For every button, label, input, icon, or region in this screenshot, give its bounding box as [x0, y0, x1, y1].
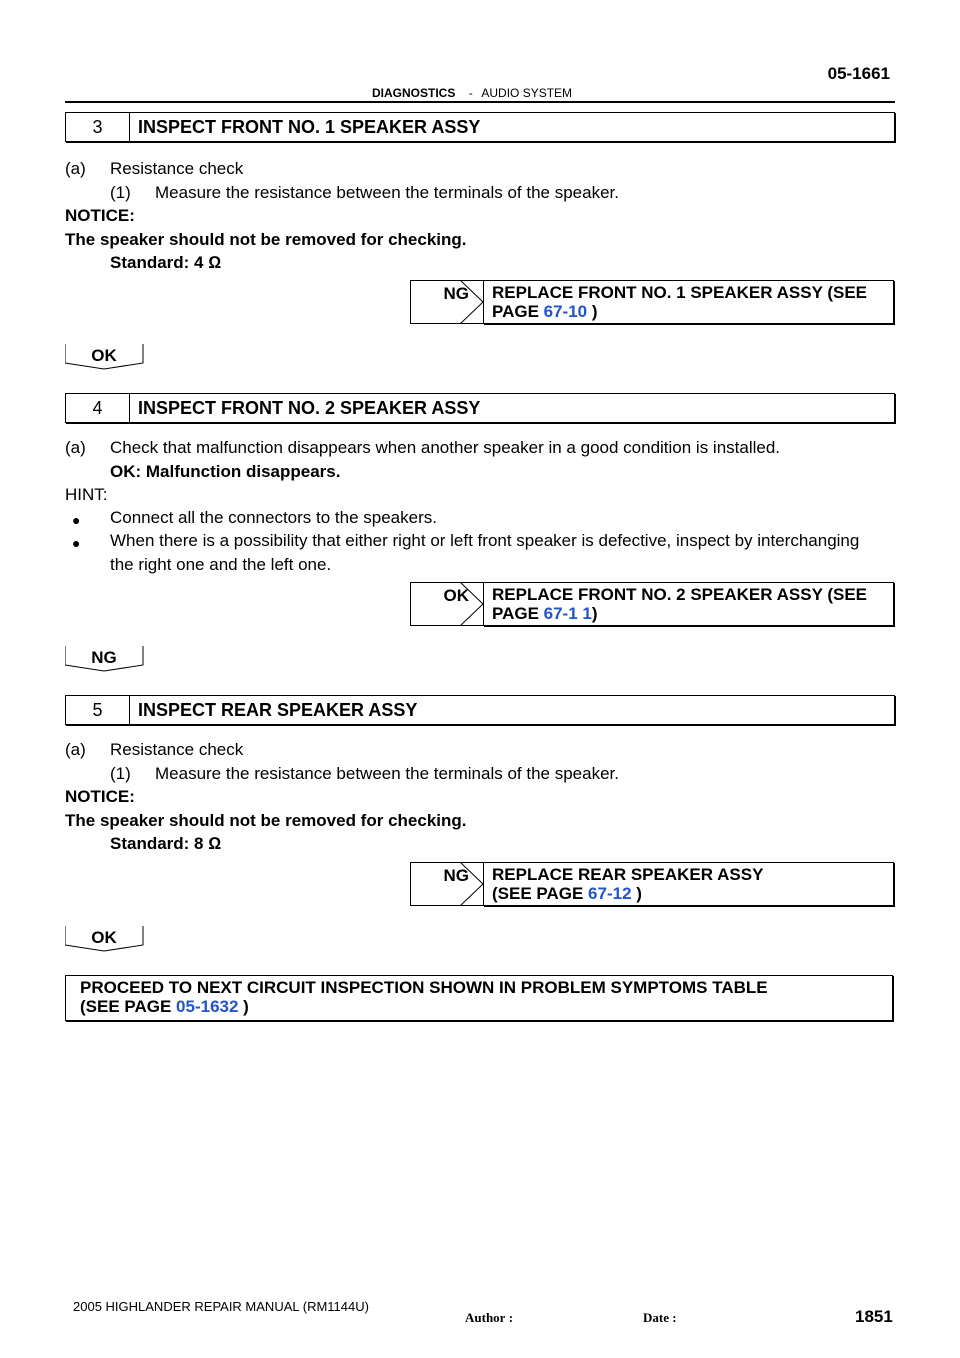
step-3-ok-tag — [65, 344, 143, 368]
step-3-standard: Standard: 4 Ω — [110, 253, 222, 272]
result-action-line1: REPLACE FRONT NO. 1 SPEAKER ASSY (SEE — [492, 283, 868, 302]
result-label: OK — [443, 586, 469, 605]
step-3-notice-label: NOTICE: — [65, 206, 135, 225]
bullet-icon: ● — [72, 535, 81, 551]
page-number: 05-1661 — [827, 64, 890, 83]
step-4-item-text: Check that malfunction disappears when another speaker in a good condition is installed. — [110, 438, 781, 457]
result-action — [483, 280, 894, 324]
step-5-notice-text: The speaker should not be removed for checking. — [65, 811, 467, 830]
step-3-item-label: (a) — [65, 159, 86, 178]
step-4-hint-2-line2: the right one and the left one. — [110, 555, 332, 574]
step-5-notice-label: NOTICE: — [65, 787, 135, 806]
footer-page-number: 1851 — [855, 1307, 893, 1326]
step-3-result — [410, 280, 894, 324]
step-4-ng-tag — [65, 646, 143, 670]
header-rule — [65, 101, 895, 103]
manual-footer: 2005 HIGHLANDER REPAIR MANUAL (RM1144U) — [73, 1299, 369, 1314]
step-5-standard: Standard: 8 Ω — [110, 834, 222, 853]
final-instruction-box — [65, 975, 893, 1021]
step-number: 5 — [66, 696, 130, 724]
section-name: DIAGNOSTICS — [372, 86, 456, 100]
final-prefix: (SEE PAGE — [80, 997, 177, 1016]
section-header — [372, 86, 572, 100]
step-5-box — [65, 695, 895, 725]
date-label: Date : — [643, 1310, 677, 1325]
author-label: Author : — [465, 1310, 514, 1325]
result-action — [483, 582, 894, 626]
result-label: NG — [443, 284, 469, 303]
tag-label: OK — [91, 928, 117, 947]
arrow-icon — [410, 862, 485, 906]
step-title: INSPECT FRONT NO. 1 SPEAKER ASSY — [138, 117, 481, 137]
subsection-name: AUDIO SYSTEM — [481, 86, 573, 100]
arrow-icon — [410, 280, 485, 324]
tag-label: OK — [91, 346, 117, 365]
step-3-item-text: Resistance check — [110, 159, 244, 178]
step-5-ok-tag — [65, 926, 143, 950]
step-5-subitem-label: (1) — [110, 764, 131, 783]
page-link[interactable]: 05-1632 — [176, 997, 239, 1016]
result-action-line1: REPLACE FRONT NO. 2 SPEAKER ASSY (SEE — [492, 585, 868, 604]
step-4-hint-label: HINT: — [65, 485, 108, 504]
page-link[interactable]: 67-1 1 — [543, 604, 592, 623]
step-5-item-label: (a) — [65, 740, 86, 759]
step-4-box — [65, 393, 895, 423]
result-action-prefix: (SEE PAGE — [492, 884, 589, 903]
step-4-result — [410, 582, 894, 626]
tag-label: NG — [91, 648, 117, 667]
step-title: INSPECT FRONT NO. 2 SPEAKER ASSY — [138, 398, 481, 418]
step-3-notice-text: The speaker should not be removed for checking. — [65, 230, 467, 249]
step-5-item-text: Resistance check — [110, 740, 244, 759]
step-number: 3 — [66, 113, 130, 141]
step-4-hint-1: Connect all the connectors to the speakers. — [110, 508, 437, 527]
page-link[interactable]: 67-10 — [543, 302, 588, 321]
result-action-prefix: PAGE — [492, 302, 544, 321]
step-3-box — [65, 112, 895, 142]
result-action-suffix: ) — [631, 884, 642, 903]
arrow-icon — [410, 582, 485, 626]
step-3-subitem-label: (1) — [110, 183, 131, 202]
result-action-prefix: PAGE — [492, 604, 544, 623]
step-3-subitem-text: Measure the resistance between the terminals of the speaker. — [155, 183, 619, 202]
result-label: NG — [443, 866, 469, 885]
step-5-result — [410, 862, 894, 906]
result-action-suffix: ) — [587, 302, 598, 321]
step-4-item-label: (a) — [65, 438, 86, 457]
result-action — [483, 862, 894, 906]
result-action-line1: REPLACE REAR SPEAKER ASSY — [492, 865, 764, 884]
step-4-hint-2-line1: When there is a possibility that either right or left front speaker is defective, inspect by interchanging — [110, 531, 860, 550]
step-number: 4 — [66, 394, 130, 422]
bullet-icon: ● — [72, 512, 81, 528]
final-line1: PROCEED TO NEXT CIRCUIT INSPECTION SHOWN IN PROBLEM SYMPTOMS TABLE — [80, 978, 768, 997]
final-suffix: ) — [238, 997, 249, 1016]
page-link[interactable]: 67-12 — [588, 884, 632, 903]
step-5-subitem-text: Measure the resistance between the terminals of the speaker. — [155, 764, 619, 783]
result-action-suffix: ) — [591, 604, 598, 623]
step-title: INSPECT REAR SPEAKER ASSY — [138, 700, 418, 720]
section-separator: - — [468, 86, 473, 100]
step-4-ok-criteria: OK: Malfunction disappears. — [110, 462, 341, 481]
